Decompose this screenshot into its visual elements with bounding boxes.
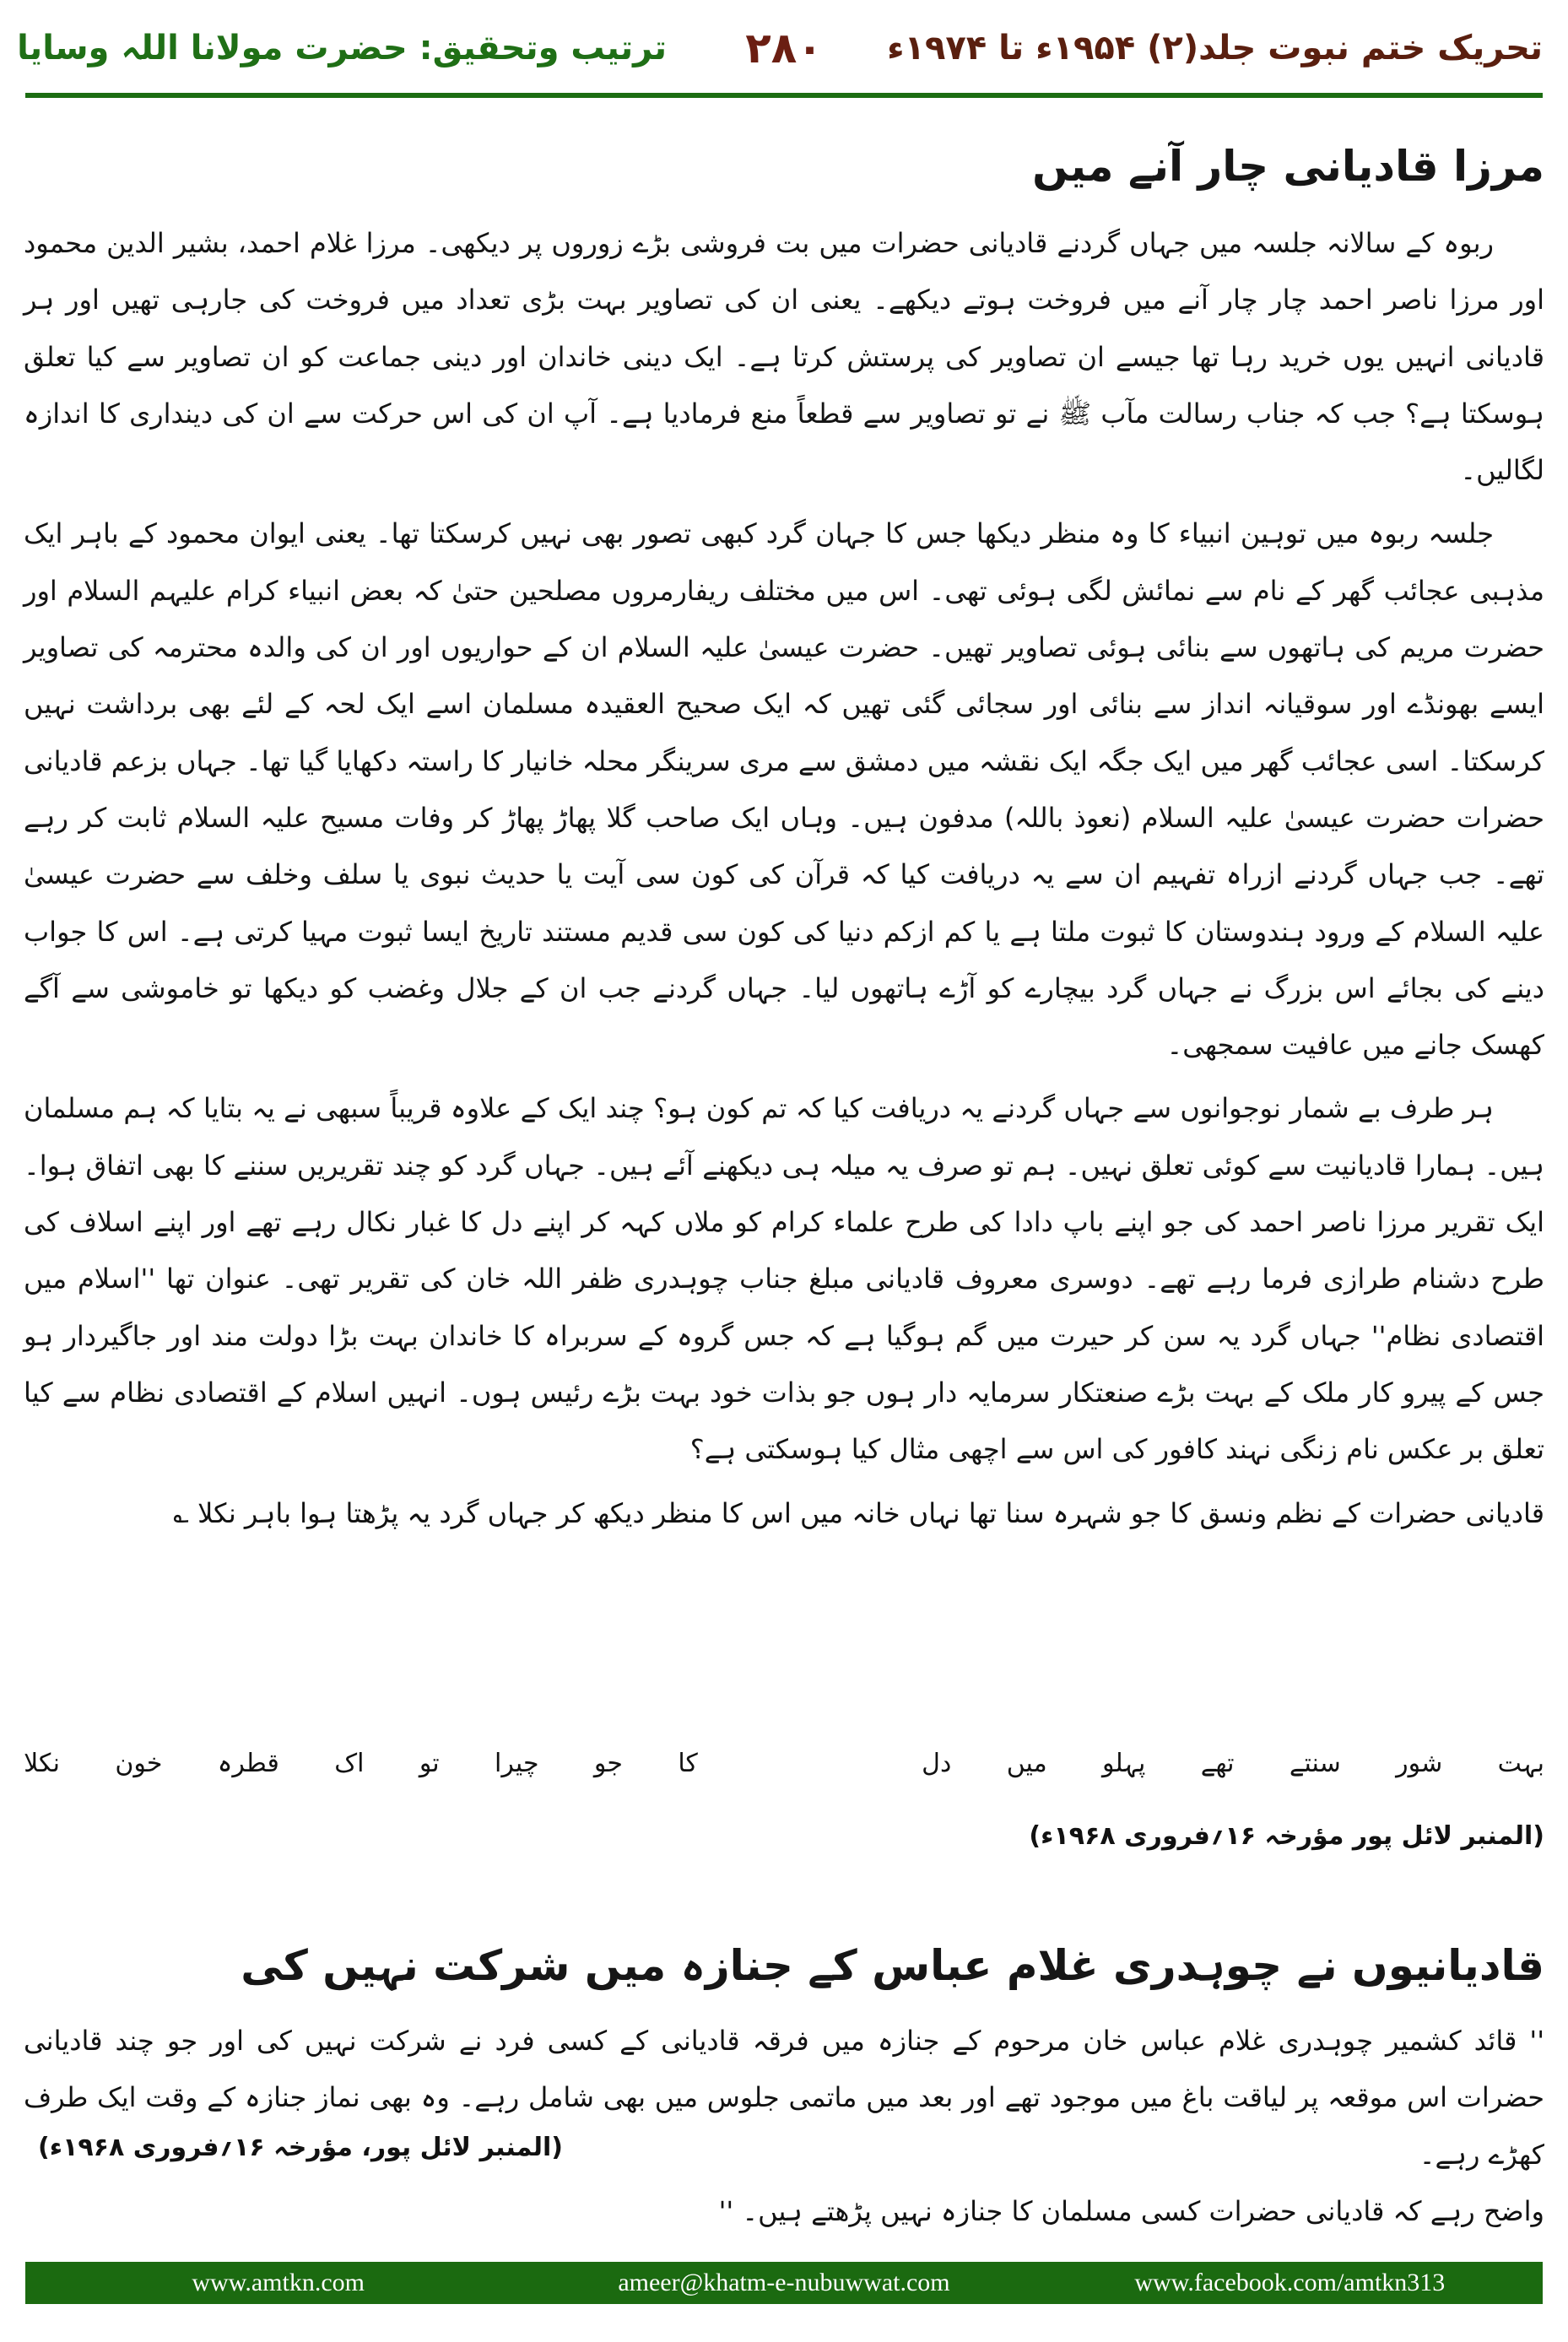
footer-bar — [25, 2262, 1543, 2304]
paragraph-3-closing: قادیانی حضرات کے نظم ونسق کا جو شہرہ سنا تھا نہاں خانہ میں اس کا منظر دیکھ کر جہاں گرد یہ پڑھتا ہوا باہر نکلا ؎ — [173, 1496, 1544, 1529]
couplet-word: تھے — [1200, 1749, 1235, 1778]
paragraph-2: جلسہ ربوہ میں توہین انبیاء کا وہ منظر دیکھا جس کا جہان گرد کبھی تصور بھی نہیں کرسکتا تھا۔ یعنی ایوان محمود کے باہر ایک مذہبی عجائب گھر کے نام سے نمائش لگی ہوئی تھی۔ اس میں مختلف ریفارمروں مصلحین حتیٰ کہ بعض انبیاء کرام علیہم السلام اور حضرت مریم کی ہاتھوں سے بنائی ہوئی تصاویر تھیں۔ حضرت عیسیٰ علیہ السلام ان کے حواریوں اور ان کی والدہ محترمہ کی تصاویر ایسے بھونڈے اور سوقیانہ انداز سے بنائی اور سجائی گئی تھیں کہ ایک صحیح العقیدہ مسلمان اسے ایک لحہ کے لئے بھی برداشت نہیں کرسکتا۔ اسی عجائب گھر میں ایک جگہ ایک نقشہ میں دمشق سے مری سرینگر محلہ خانیار کا راستہ دکھایا گیا تھا۔ جہاں بزعم قادیانی حضرات حضرت عیسیٰ علیہ السلام (نعوذ باللہ) مدفون ہیں۔ وہاں ایک صاحب گلا پھاڑ پھاڑ کر وفات مسیح علیہ السلام ثابت کر رہے تھے۔ جب جہاں گردنے ازراہ تفہیم ان سے یہ دریافت کیا کہ قرآن کی کون سی آیت یا حدیث نبوی یا سلف وخلف سے حضرت عیسیٰ علیہ السلام کے ورود ہندوستان کا ثبوت ملتا ہے یا کم ازکم دنیا کی کون سی قدیم مستند تاریخ ایسا ثبوت مہیا کرتی ہے۔ اس کا جواب دینے کی بجائے اس بزرگ نے جہاں گرد بیچارے کو آڑے ہاتھوں لیا۔ جہاں گردنے جب ان کے جلال وغضب کو دیکھا تو خاموشی سے آگے کھسک جانے میں عافیت سمجھی۔ — [24, 517, 1545, 1062]
citation-1: (المنبر لائل پور مؤرخہ ۱۶؍فروری ۱۹۶۸ء) — [1029, 1821, 1544, 1851]
couplet-word: کا — [678, 1749, 698, 1778]
couplet-word: میں — [1006, 1749, 1047, 1778]
couplet-word: بہت — [1497, 1749, 1544, 1778]
couplet-word: اک — [334, 1749, 365, 1778]
section-1-body — [24, 215, 1544, 1542]
couplet-word: دل — [922, 1749, 952, 1778]
paragraph-3: ہر طرف بے شمار نوجوانوں سے جہاں گردنے یہ دریافت کیا کہ تم کون ہو؟ چند ایک کے علاوہ قریباً سبھی نے یہ بتایا کہ ہم مسلمان ہیں۔ ہمارا قادیانیت سے کوئی تعلق نہیں۔ ہم تو صرف یہ میلہ ہی دیکھنے آئے ہیں۔ جہاں گرد کو چند تقریریں سننے کا بھی اتفاق ہوا۔ ایک تقریر مرزا ناصر احمد کی جو اپنے باپ دادا کی طرح علماء کرام کو ملاں کہہ کر اپنے دل کا غبار نکال رہے تھے اور اپنے اسلاف کی طرح دشنام طرازی فرما رہے تھے۔ دوسری معروف قادیانی مبلغ جناب چوہدری ظفر اللہ خان کی تقریر تھی۔ عنوان تھا ''اسلام میں اقتصادی نظام'' جہاں گرد یہ سن کر حیرت میں گم ہوگیا ہے کہ جس گروہ کے سربراہ کا خاندان بہت بڑا دولت مند اور جاگیردار ہو جس کے پیرو کار ملک کے بہت بڑے صنعتکار سرمایہ دار ہوں جو بذات خود بہت بڑے رئیس ہوں۔ انہیں اسلام کے اقتصادی نظام سے کیا تعلق بر عکس نام زنگی نہند کافور کی اس سے اچھی مثال کیا ہوسکتی ہے؟ — [24, 1092, 1545, 1466]
section-2-heading: قادیانیوں نے چوہدری غلام عباس کے جنازہ میں شرکت نہیں کی — [241, 1941, 1544, 1990]
header-divider — [25, 93, 1543, 98]
couplet-word: نکلا — [24, 1749, 60, 1778]
note-line: واضح رہے کہ قادیانی حضرات کسی مسلمان کا جنازہ نہیں پڑھتے ہیں۔ '' — [718, 2194, 1544, 2227]
couplet-word: چیرا — [495, 1749, 539, 1778]
couplet-word: سنتے — [1289, 1749, 1341, 1778]
citation-2: (المنبر لائل پور، مؤرخہ ۱۶؍فروری ۱۹۶۸ء) — [38, 2133, 563, 2162]
footer-website-link[interactable]: www.amtkn.com — [192, 2269, 365, 2296]
header-compiler: ترتیب وتحقیق: حضرت مولانا اللہ وسایا — [17, 29, 667, 68]
quote-paragraph: '' قائد کشمیر چوہدری غلام عباس خان مرحوم کے جنازہ میں فرقہ قادیانی کے کسی فرد نے شرکت نہیں کی اور جو چند قادیانی حضرات اس موقعہ پر لیاقت باغ میں موجود تھے اور بعد میں ماتمی جلوس میں بھی شامل رہے۔ وہ بھی نماز جنازہ کے وقت ایک طرف کھڑے رہے۔ — [24, 2025, 1544, 2171]
couplet-word: خون — [115, 1749, 163, 1778]
paragraph-1: ربوہ کے سالانہ جلسہ میں جہاں گردنے قادیانی حضرات میں بت فروشی بڑے زوروں پر دیکھی۔ مرزا غلام احمد، بشیر الدین محمود اور مرزا ناصر احمد چار چار آنے میں فروخت ہوتے دیکھے۔ یعنی ان کی تصاویر بہت بڑی تعداد میں فروخت کی جارہی تھیں اور ہر قادیانی انہیں یوں خرید رہا تھا جیسے ان تصاویر کی پرستش کرتا ہے۔ ایک دینی خاندان اور دینی جماعت کو ان تصاویر سے کیا تعلق ہوسکتا ہے؟ جب کہ جناب رسالت مآب ﷺ نے تو تصاویر سے قطعاً منع فرمادیا ہے۔ آپ ان کی اس حرکت سے ان کی دینداری کا اندازہ لگالیں۔ — [24, 227, 1544, 487]
couplet-word: شور — [1396, 1749, 1443, 1778]
couplet-word: جو — [593, 1749, 623, 1778]
header-book-title: تحریک ختم نبوت جلد(۲) ۱۹۵۴ء تا ۱۹۷۴ء — [887, 29, 1543, 68]
poetry-couplet — [24, 1734, 1544, 1793]
couplet-word: پہلو — [1102, 1749, 1146, 1778]
section-1-heading: مرزا قادیانی چار آنے میں — [1032, 142, 1544, 191]
quote-last-row — [24, 2183, 1544, 2240]
footer-email-link[interactable]: ameer@khatm-e-nubuwwat.com — [618, 2269, 950, 2296]
couplet-word: قطرہ — [217, 1749, 279, 1778]
couplet-word: تو — [419, 1749, 440, 1778]
page-number: ۲۸۰ — [745, 24, 823, 73]
footer-facebook-link[interactable]: www.facebook.com/amtkn313 — [1134, 2269, 1446, 2296]
section-2-body — [24, 2013, 1544, 2240]
